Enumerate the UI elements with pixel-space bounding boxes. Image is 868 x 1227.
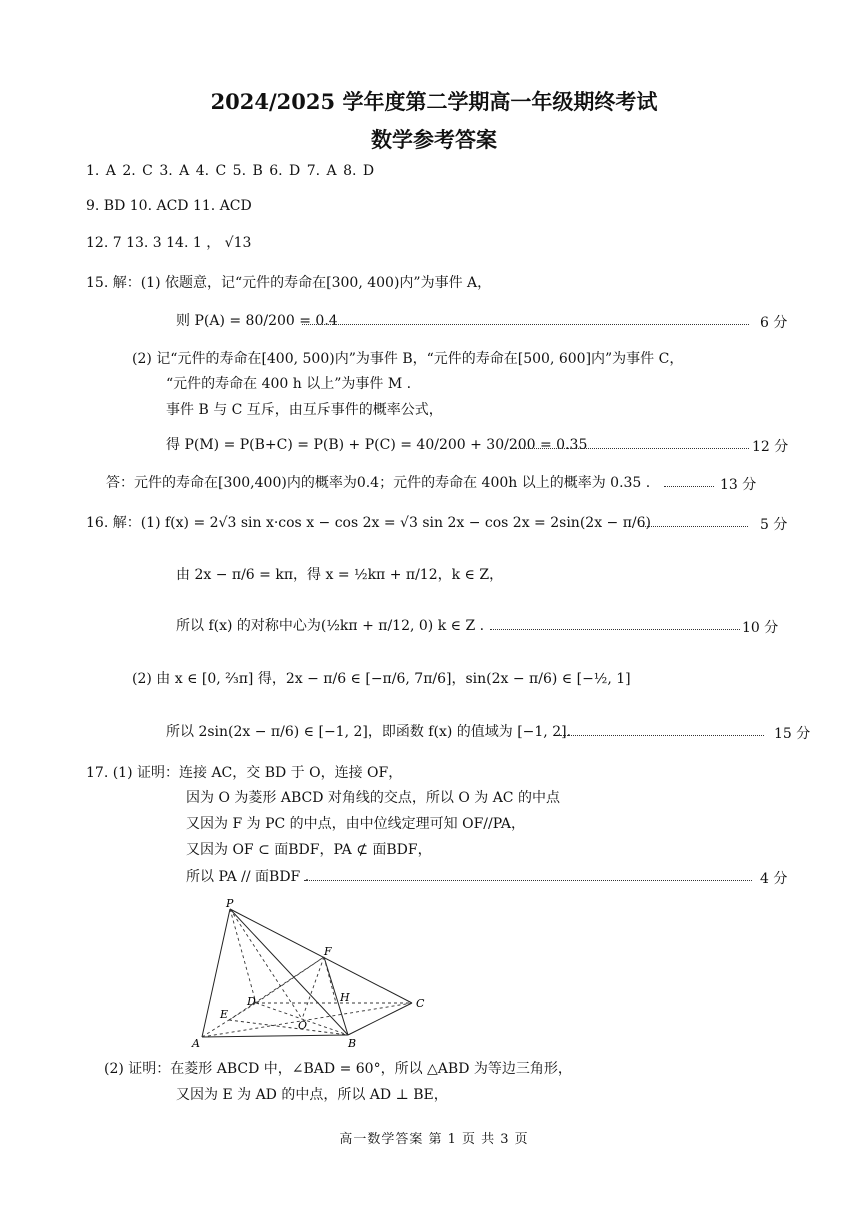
page-footer: 高一数学答案 第 1 页 共 3 页	[339, 1132, 529, 1147]
q15-part2-line2: “元件的寿命在 400 h 以上”为事件 M .	[166, 376, 412, 392]
label-D: D	[247, 995, 256, 1008]
label-C: C	[416, 997, 425, 1010]
q17-score-1: 4 分	[760, 871, 788, 887]
q15-part2-line3: 事件 B 与 C 互斥，由互斥事件的概率公式，	[166, 402, 443, 418]
q16-part1-formula: 16. 解：(1) f(x) = 2√3 sin x·cos x − cos 2x = √3 sin 2x − cos 2x = 2sin(2x − π/6)	[86, 515, 652, 531]
edge-PO	[230, 909, 302, 1019]
choice-answers-row1: 1. A 2. C 3. A 4. C 5. B 6. D 7. A 8. D	[86, 163, 375, 179]
label-A: A	[192, 1037, 200, 1050]
q17-part2-line1: (2) 证明：在菱形 ABCD 中，∠BAD = 60°，所以 △ABD 为等边三角形，	[104, 1061, 572, 1077]
q16-part2-line2: 所以 2sin(2x − π/6) ∈ [−1, 2]，即函数 f(x) 的值域为 [−1, 2].	[166, 724, 572, 740]
q16-score-2: 10 分	[742, 620, 779, 636]
q15-part1-formula: 则 P(A) = 80/200 = 0.4	[176, 313, 338, 329]
q17-leader-dots-1	[304, 880, 752, 881]
q17-part2-line2: 又因为 E 为 AD 的中点，所以 AD ⊥ BE，	[176, 1087, 448, 1103]
document-title: 2024/2025 学年度第二学期高一年级期终考试	[210, 89, 658, 114]
label-B: B	[348, 1037, 357, 1050]
q15-leader-dots-1	[302, 324, 749, 325]
edge-EB	[229, 1020, 348, 1035]
q16-score-1: 5 分	[760, 517, 788, 533]
q15-answer-summary: 答：元件的寿命在[300,400)内的概率为0.4；元件的寿命在 400h 以上的概率为 0.35 .	[106, 475, 651, 491]
edge-PB	[230, 909, 348, 1035]
q17-line2: 因为 O 为菱形 ABCD 对角线的交点，所以 O 为 AC 的中点	[186, 790, 560, 806]
edge-AB	[202, 1035, 348, 1037]
q16-center-line: 所以 f(x) 的对称中心为(½kπ + π/12, 0) k ∈ Z .	[176, 618, 485, 634]
q15-intro: 15. 解：(1) 依题意，记“元件的寿命在[300, 400)内”为事件 A，	[86, 275, 492, 291]
document-subtitle: 数学参考答案	[371, 127, 497, 152]
q15-score-3: 13 分	[720, 477, 757, 493]
q16-leader-dots-1	[640, 526, 748, 527]
label-E: E	[220, 1008, 229, 1021]
q17-line5: 所以 PA // 面BDF .	[186, 869, 310, 885]
q15-leader-dots-2	[512, 448, 749, 449]
edge-FO	[302, 957, 324, 1019]
q16-part2-line1: (2) 由 x ∈ [0, ⅔π] 得，2x − π/6 ∈ [−π/6, 7π/6]，sin(2x − π/6) ∈ [−½, 1]	[132, 671, 631, 687]
q15-score-2: 12 分	[752, 439, 789, 455]
q16-leader-dots-3	[560, 735, 764, 736]
edge-PC	[230, 909, 412, 1003]
label-O: O	[298, 1019, 308, 1032]
label-F: F	[324, 945, 332, 958]
q16-score-3: 15 分	[774, 726, 811, 742]
q15-part2-formula: 得 P(M) = P(B+C) = P(B) + P(C) = 40/200 + 30/200 = 0.35	[166, 437, 588, 453]
q16-leader-dots-2	[490, 629, 740, 630]
q15-part2-line1: (2) 记“元件的寿命在[400, 500)内”为事件 B，“元件的寿命在[500, 600]内”为事件 C，	[132, 351, 684, 367]
q17-line1: 17. (1) 证明：连接 AC，交 BD 于 O，连接 OF，	[86, 765, 403, 781]
q17-line4: 又因为 OF ⊂ 面BDF，PA ⊄ 面BDF，	[186, 842, 432, 858]
q15-score-1: 6 分	[760, 315, 788, 331]
choice-answers-row2: 9. BD 10. ACD 11. ACD	[86, 198, 252, 214]
fill-answers-row: 12. 7 13. 3 14. 1 ， √13	[86, 235, 252, 251]
q17-line3: 又因为 F 为 PC 的中点，由中位线定理可知 OF//PA，	[186, 816, 525, 832]
edge-FH	[324, 957, 336, 1003]
label-P: P	[226, 897, 234, 910]
label-H: H	[340, 991, 350, 1004]
q16-solve-line: 由 2x − π/6 = kπ，得 x = ½kπ + π/12，k ∈ Z，	[176, 567, 504, 583]
pyramid-figure	[190, 895, 440, 1051]
q15-leader-dots-3	[664, 486, 714, 487]
